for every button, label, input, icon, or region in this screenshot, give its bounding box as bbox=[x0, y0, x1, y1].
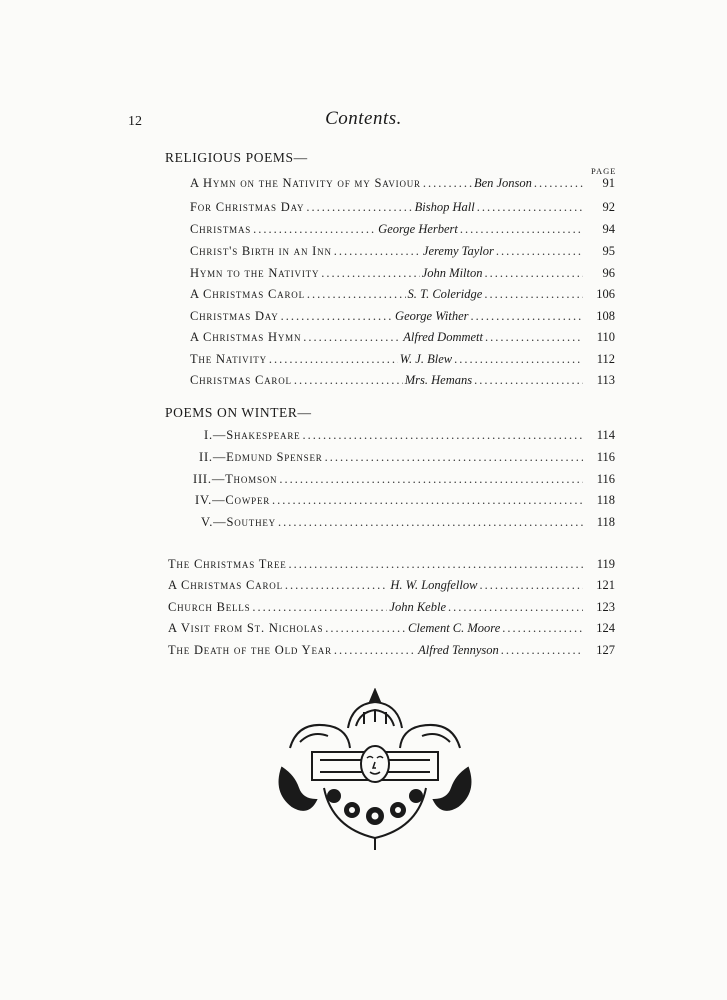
toc-entry bbox=[190, 244, 615, 264]
toc-entry bbox=[190, 200, 615, 220]
toc-entry bbox=[195, 493, 615, 513]
dot-leader bbox=[479, 578, 583, 593]
toc-entry-page: 124 bbox=[596, 621, 615, 635]
dot-leader bbox=[278, 515, 583, 530]
toc-entry-title: Christmas Carol bbox=[190, 373, 292, 387]
toc-entry-page: 118 bbox=[596, 493, 615, 507]
toc-entry bbox=[201, 515, 615, 535]
toc-entry bbox=[199, 450, 615, 470]
dot-leader bbox=[272, 493, 583, 508]
dot-leader bbox=[485, 266, 584, 281]
toc-entry bbox=[168, 578, 615, 598]
toc-entry-title: A Christmas Carol bbox=[168, 578, 283, 592]
dot-leader bbox=[496, 244, 583, 259]
toc-entry-author: Mrs. Hemans bbox=[404, 373, 473, 387]
toc-entry-page: 119 bbox=[596, 557, 615, 571]
toc-entry bbox=[190, 176, 615, 196]
dot-leader bbox=[334, 643, 416, 658]
toc-entry-author: George Wither bbox=[395, 309, 469, 323]
page-column-heading: PAGE bbox=[591, 166, 617, 176]
dot-leader bbox=[325, 621, 406, 636]
toc-entry-title: Christmas bbox=[190, 222, 252, 236]
toc-entry-page: 113 bbox=[596, 373, 615, 387]
toc-entry bbox=[204, 428, 615, 448]
dot-leader bbox=[303, 330, 401, 345]
toc-entry-title: I.—Shakespeare bbox=[204, 428, 301, 442]
dot-leader bbox=[269, 352, 398, 367]
toc-entry-page: 91 bbox=[602, 176, 615, 190]
dot-leader bbox=[471, 309, 583, 324]
toc-entry-page: 121 bbox=[596, 578, 615, 592]
dot-leader bbox=[294, 373, 403, 388]
toc-entry bbox=[190, 222, 615, 242]
toc-entry-page: 112 bbox=[596, 352, 615, 366]
dot-leader bbox=[281, 309, 393, 324]
toc-entry-page: 96 bbox=[602, 266, 615, 280]
toc-entry-title: A Christmas Hymn bbox=[190, 330, 302, 344]
toc-entry bbox=[168, 643, 615, 663]
toc-entry-page: 95 bbox=[602, 244, 615, 258]
toc-entry-title: The Christmas Tree bbox=[168, 557, 287, 571]
toc-entry-author: John Milton bbox=[421, 266, 483, 280]
toc-entry-author: John Keble bbox=[389, 600, 446, 614]
toc-entry-author: Bishop Hall bbox=[414, 200, 475, 214]
toc-entry-page: 116 bbox=[596, 472, 615, 486]
toc-entry-title: The Nativity bbox=[190, 352, 267, 366]
dot-leader bbox=[448, 600, 583, 615]
dot-leader bbox=[253, 222, 376, 237]
toc-entry-author: George Herbert bbox=[378, 222, 458, 236]
toc-entry bbox=[193, 472, 615, 492]
toc-entry bbox=[190, 373, 615, 393]
dot-leader bbox=[285, 578, 389, 593]
toc-entry bbox=[168, 621, 615, 641]
toc-entry-title: Hymn to the Nativity bbox=[190, 266, 320, 280]
toc-entry-author: Jeremy Taylor bbox=[422, 244, 494, 258]
toc-entry-title: V.—Southey bbox=[201, 515, 276, 529]
dot-leader bbox=[252, 600, 387, 615]
toc-entry-author: W. J. Blew bbox=[399, 352, 453, 366]
dot-leader bbox=[325, 450, 583, 465]
toc-entry bbox=[190, 309, 615, 329]
dot-leader bbox=[423, 176, 472, 191]
section-heading-winter: POEMS ON WINTER— bbox=[165, 405, 312, 420]
dot-leader bbox=[502, 621, 583, 636]
toc-entry bbox=[168, 557, 615, 577]
toc-entry-title: A Visit from St. Nicholas bbox=[168, 621, 324, 635]
dot-leader bbox=[454, 352, 583, 367]
dot-leader bbox=[289, 557, 583, 572]
dot-leader bbox=[460, 222, 583, 237]
toc-entry-author: H. W. Longfellow bbox=[390, 578, 478, 592]
toc-entry-author: Clement C. Moore bbox=[408, 621, 501, 635]
dot-leader bbox=[501, 643, 583, 658]
toc-entry-author: Ben Jonson bbox=[473, 176, 532, 190]
toc-entry-title: IV.—Cowper bbox=[195, 493, 271, 507]
toc-entry-page: 127 bbox=[596, 643, 615, 657]
toc-entry-title: A Hymn on the Nativity of my Saviour bbox=[190, 176, 421, 190]
dot-leader bbox=[307, 287, 406, 302]
toc-entry bbox=[190, 287, 615, 307]
toc-entry-page: 110 bbox=[596, 330, 615, 344]
toc-entry-page: 94 bbox=[602, 222, 615, 236]
dot-leader bbox=[485, 330, 583, 345]
toc-entry-author: Alfred Tennyson bbox=[418, 643, 499, 657]
dot-leader bbox=[534, 176, 583, 191]
toc-entry bbox=[190, 352, 615, 372]
toc-entry bbox=[168, 600, 615, 620]
toc-entry-page: 123 bbox=[596, 600, 615, 614]
toc-entry-title: A Christmas Carol bbox=[190, 287, 305, 301]
dot-leader bbox=[477, 200, 583, 215]
toc-entry-title: The Death of the Old Year bbox=[168, 643, 332, 657]
section-heading-religious: RELIGIOUS POEMS— bbox=[165, 150, 308, 165]
toc-entry-page: 116 bbox=[596, 450, 615, 464]
dot-leader bbox=[484, 287, 583, 302]
toc-entry-page: 118 bbox=[596, 515, 615, 529]
dot-leader bbox=[306, 200, 412, 215]
toc-entry-page: 108 bbox=[596, 309, 615, 323]
toc-entry-title: Christ's Birth in an Inn bbox=[190, 244, 332, 258]
ornament-tailpiece-icon bbox=[272, 688, 478, 852]
toc-entry-title: Christmas Day bbox=[190, 309, 279, 323]
toc-entry-title: III.—Thomson bbox=[193, 472, 278, 486]
toc-entry-page: 114 bbox=[596, 428, 615, 442]
toc-entry-page: 92 bbox=[602, 200, 615, 214]
dot-leader bbox=[302, 428, 583, 443]
toc-entry bbox=[190, 266, 615, 286]
running-head: Contents. bbox=[325, 108, 402, 129]
toc-entry-page: 106 bbox=[596, 287, 615, 301]
toc-entry-author: Alfred Dommett bbox=[403, 330, 483, 344]
toc-entry bbox=[190, 330, 615, 350]
dot-leader bbox=[321, 266, 420, 281]
page-number: 12 bbox=[128, 114, 142, 129]
dot-leader bbox=[474, 373, 583, 388]
dot-leader bbox=[334, 244, 421, 259]
toc-entry-title: II.—Edmund Spenser bbox=[199, 450, 323, 464]
toc-entry-title: Church Bells bbox=[168, 600, 251, 614]
toc-entry-author: S. T. Coleridge bbox=[407, 287, 483, 301]
dot-leader bbox=[279, 472, 583, 487]
toc-entry-title: For Christmas Day bbox=[190, 200, 305, 214]
